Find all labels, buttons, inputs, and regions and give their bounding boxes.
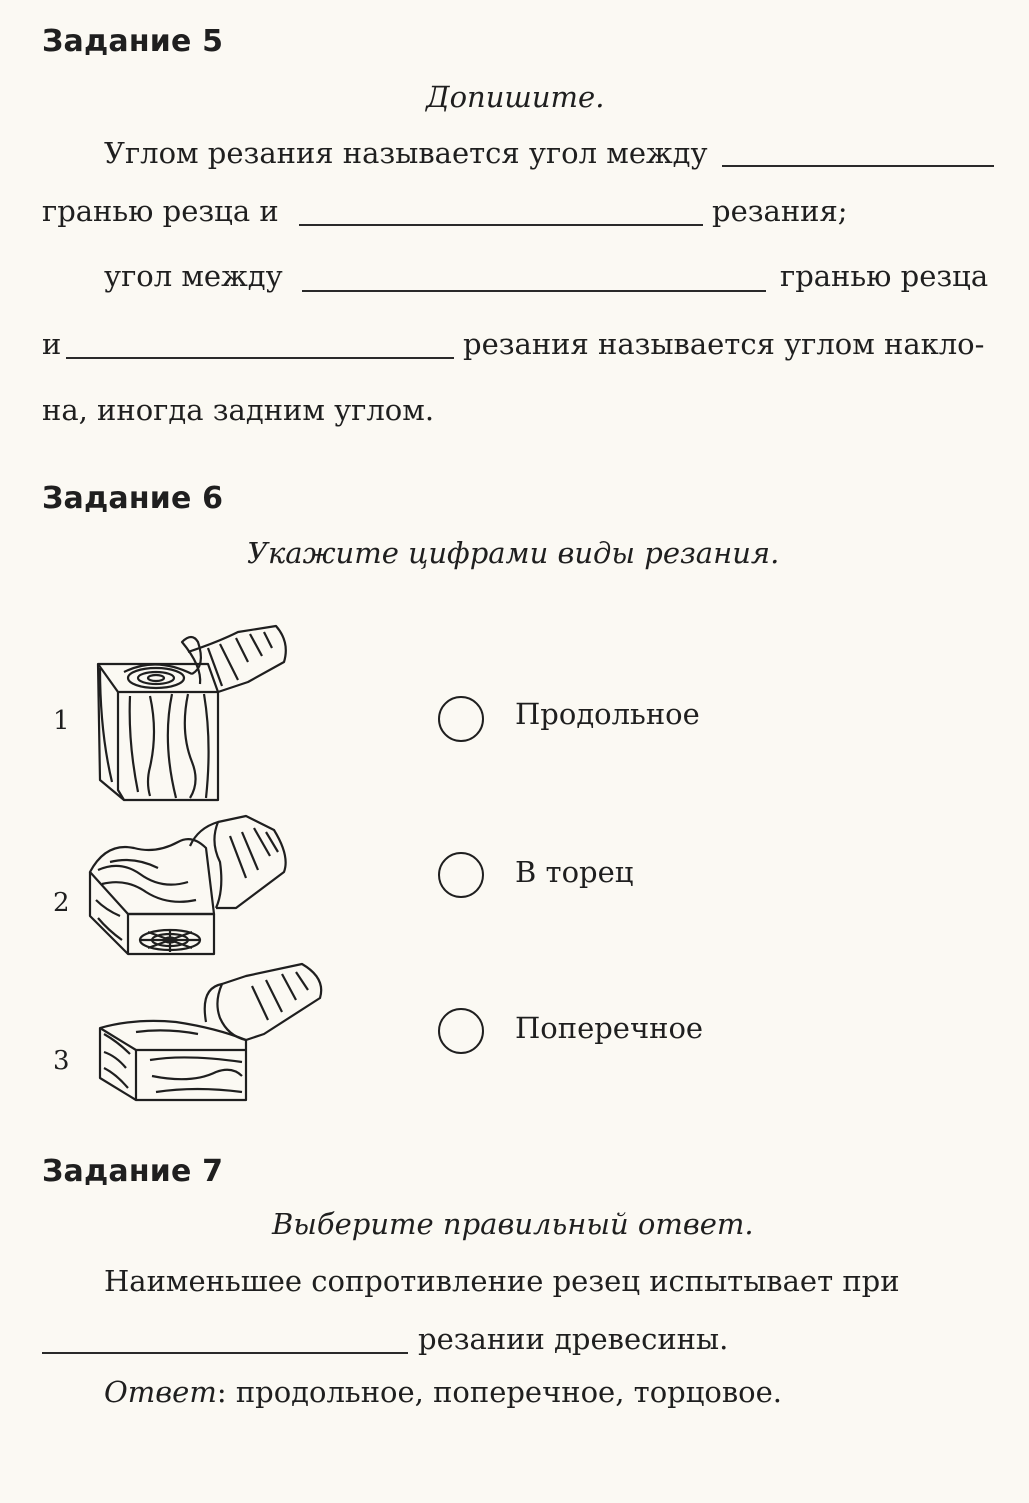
task5-line3-b: гранью резца xyxy=(780,259,989,293)
task5-blank-4[interactable] xyxy=(66,357,454,359)
option-label-1: Продольное xyxy=(515,697,700,731)
task6-heading: Задание 6 xyxy=(42,481,224,516)
task7-line1: Наименьшее сопротивление резец испытывает при xyxy=(104,1264,900,1298)
task5-line4-a: и xyxy=(42,327,62,361)
figure-number-2: 2 xyxy=(53,888,70,918)
task7-line2-b: резании древесины. xyxy=(418,1322,729,1356)
task5-line1-text: Углом резания называется угол между xyxy=(104,136,708,170)
answer-circle-2[interactable] xyxy=(438,852,484,898)
task5-line5: на, иногда задним углом. xyxy=(42,393,435,427)
answer-circle-1[interactable] xyxy=(438,696,484,742)
wood-cut-illustration-1 xyxy=(88,622,300,812)
task5-blank-2[interactable] xyxy=(299,224,703,226)
answer-circle-3[interactable] xyxy=(438,1008,484,1054)
task7-answer xyxy=(104,1375,782,1409)
task6-instruction: Укажите цифрами виды резания. xyxy=(247,536,780,570)
option-label-3: Поперечное xyxy=(515,1011,704,1045)
task5-heading: Задание 5 xyxy=(42,24,224,59)
task5-blank-1[interactable] xyxy=(722,165,994,167)
answer-options: : продольное, поперечное, торцовое. xyxy=(216,1375,782,1409)
task5-line3-a: угол между xyxy=(104,259,283,293)
task5-line2-b: резания; xyxy=(712,194,848,228)
task5-instruction: Допишите. xyxy=(426,80,605,114)
figure-number-3: 3 xyxy=(53,1046,70,1076)
answer-label: Ответ xyxy=(104,1375,217,1409)
wood-cut-illustration-3 xyxy=(96,958,328,1108)
wood-cut-illustration-2 xyxy=(86,812,292,964)
task5-line2-a: гранью резца и xyxy=(42,194,279,228)
figure-number-1: 1 xyxy=(53,706,70,736)
task7-blank[interactable] xyxy=(42,1352,408,1354)
task5-blank-3[interactable] xyxy=(302,290,766,292)
task7-heading: Задание 7 xyxy=(42,1154,224,1189)
task5-line4-b: резания называется углом накло- xyxy=(463,327,985,361)
option-label-2: В торец xyxy=(515,855,634,889)
task7-instruction: Выберите правильный ответ. xyxy=(272,1207,754,1241)
